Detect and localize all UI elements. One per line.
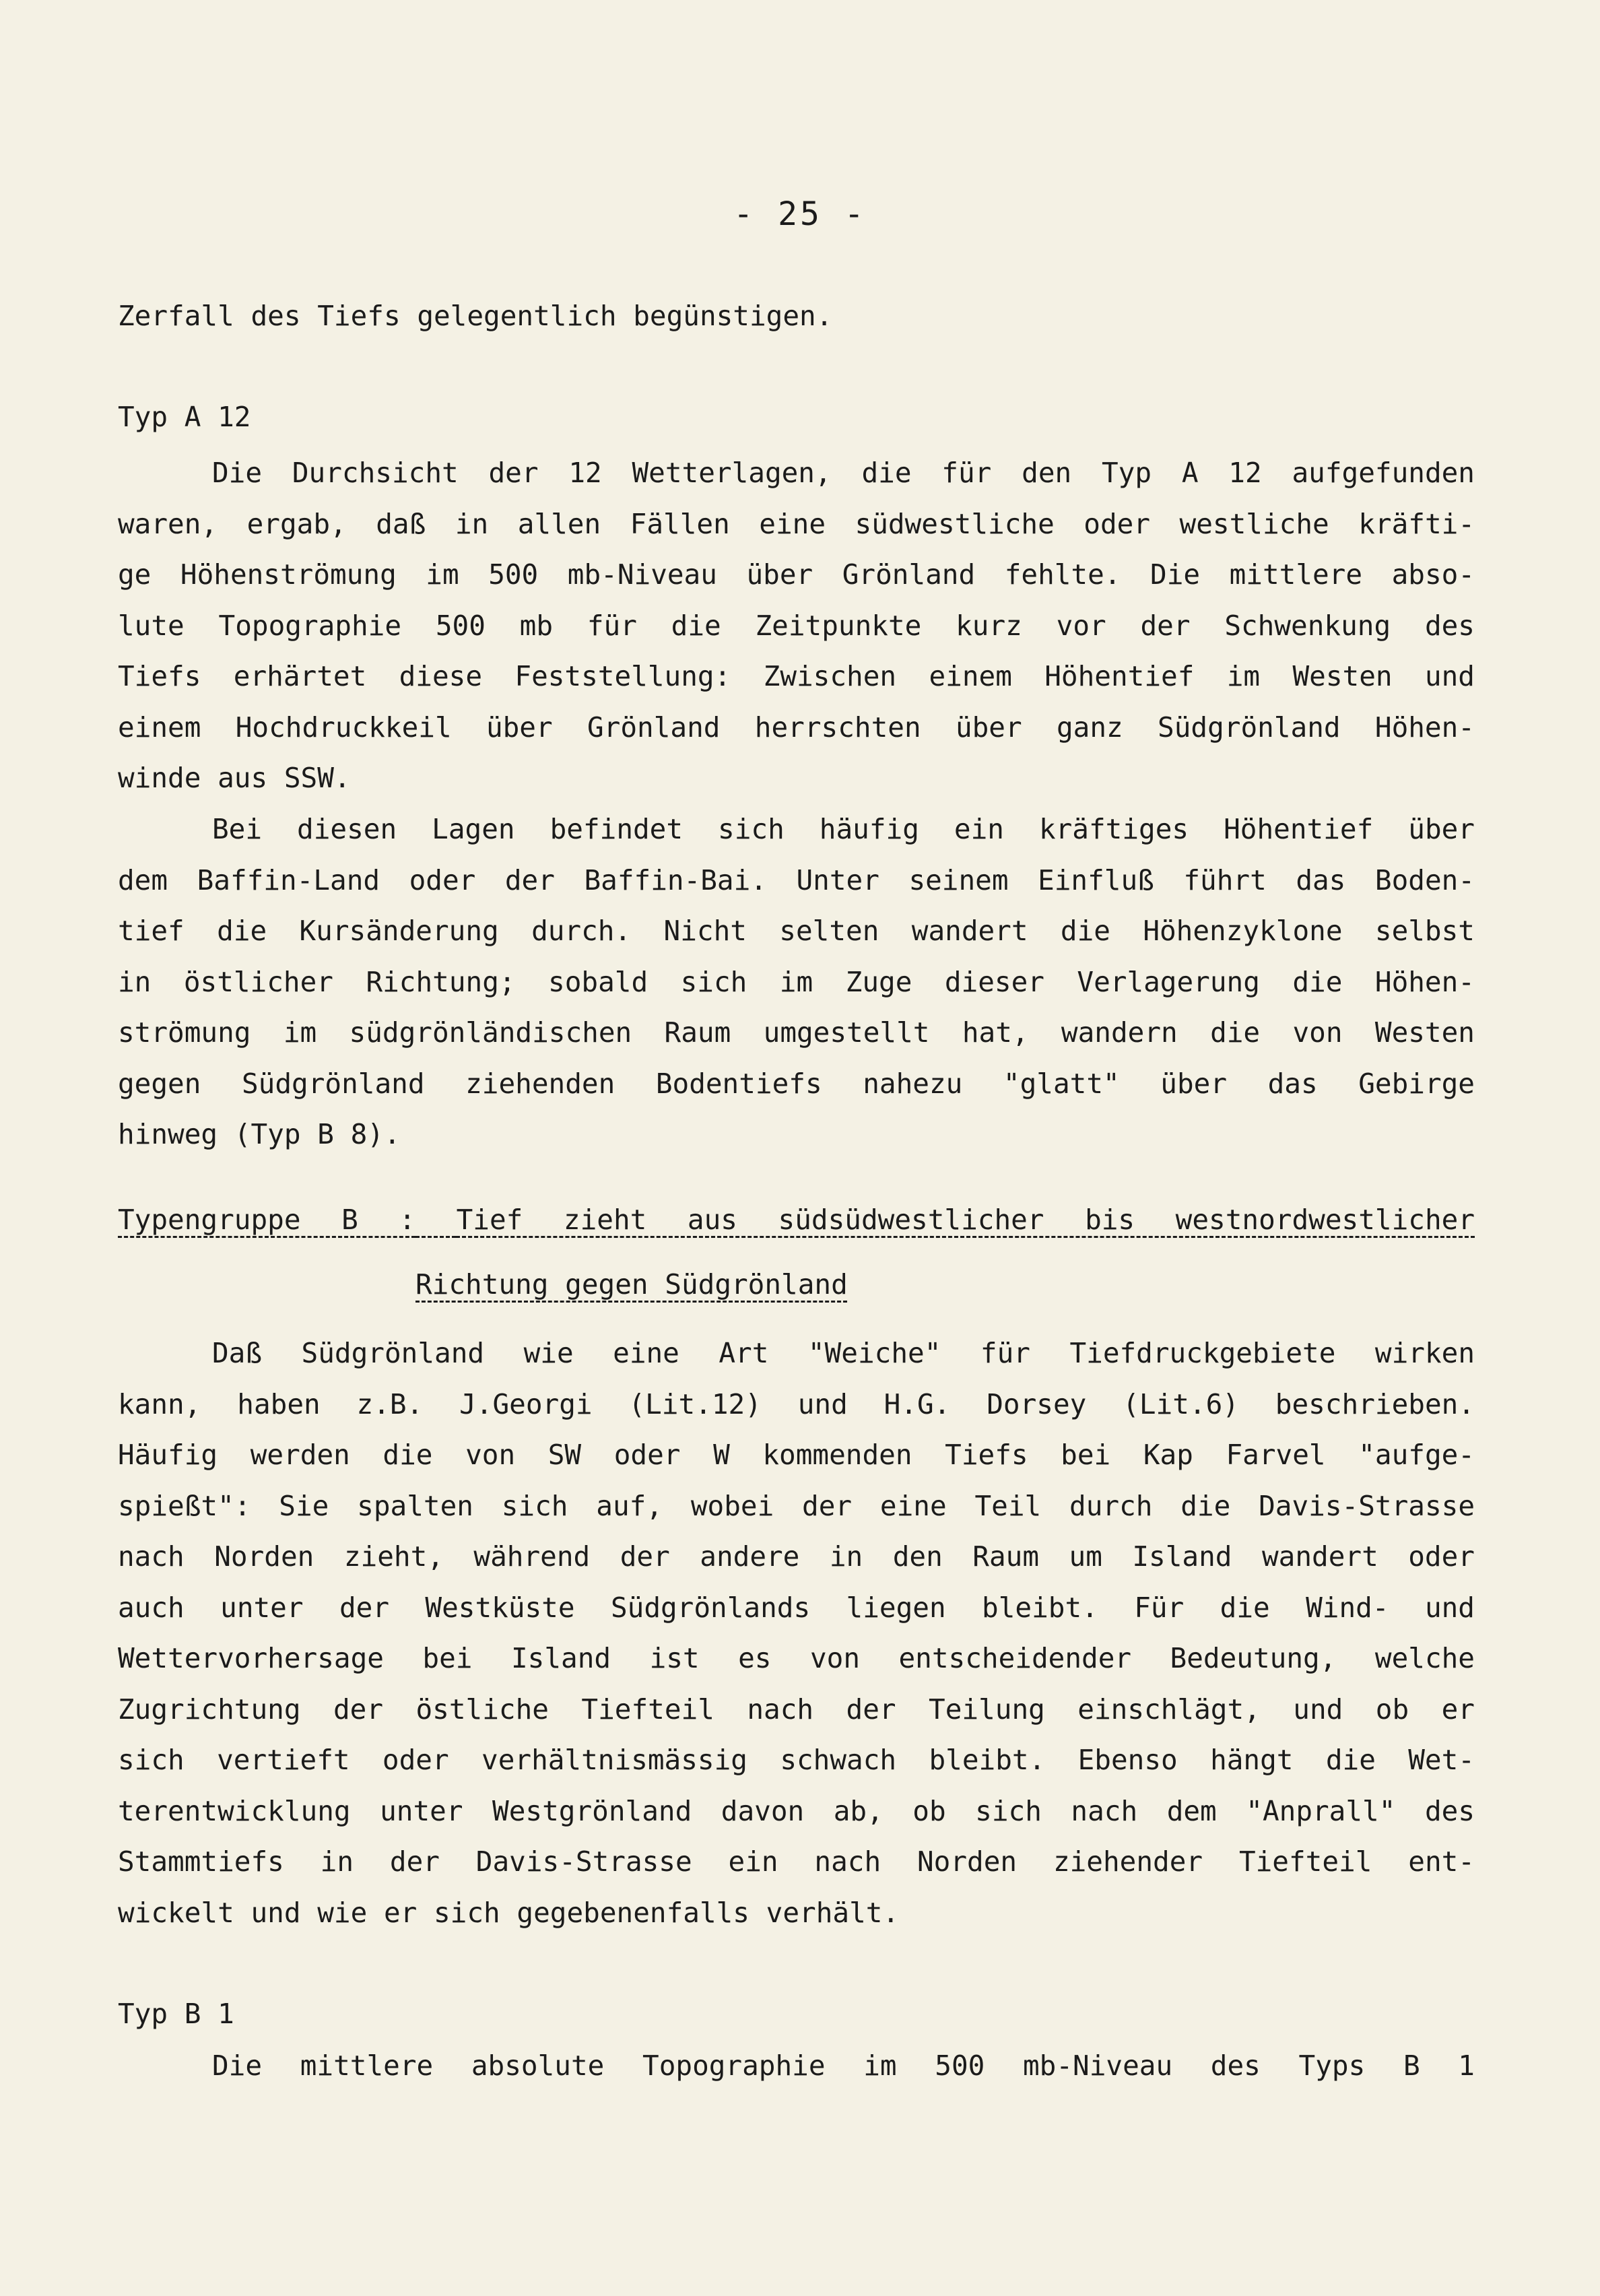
text-line: einem Hochdruckkeil über Grönland herrschten über ganz Südgrönland Höhen- (118, 711, 1475, 744)
text-line: in östlicher Richtung; sobald sich im Zuge dieser Verlagerung die Höhen- (118, 965, 1475, 998)
text-line: hinweg (Typ B 8). (118, 1118, 401, 1150)
heading-line-2: Richtung gegen Südgrönland (415, 1268, 848, 1301)
text-line: tief die Kursänderung durch. Nicht selten wandert die Höhenzyklone selbst (118, 915, 1475, 947)
text-line: winde aus SSW. (118, 762, 351, 794)
typengruppe-b-paragraph (118, 1328, 1475, 1938)
text-line: kann, haben z.B. J.Georgi (Lit.12) und H.G. Dorsey (Lit.6) beschrieben. (118, 1387, 1475, 1420)
text-line: wickelt und wie er sich gegebenenfalls verhält. (118, 1896, 900, 1929)
intro-paragraph (118, 291, 1475, 342)
text-line: Häufig werden die von SW oder W kommenden Tiefs bei Kap Farvel "aufge- (118, 1439, 1475, 1471)
text-line: terentwicklung unter Westgrönland davon ab, ob sich nach dem "Anprall" des (118, 1794, 1475, 1827)
heading-line-1 (118, 1195, 1475, 1246)
text-line: spießt": Sie spalten sich auf, wobei der eine Teil durch die Davis-Strasse (118, 1489, 1475, 1522)
section-label-typ-a12 (118, 392, 1475, 443)
text-line: Zerfall des Tiefs gelegentlich begünstigen. (118, 300, 833, 332)
text-line: lute Topographie 500 mb für die Zeitpunkte kurz vor der Schwenkung des (118, 609, 1475, 642)
text-line: Wettervorhersage bei Island ist es von entscheidender Bedeutung, welche (118, 1642, 1475, 1674)
text-line: Tiefs erhärtet diese Feststellung: Zwischen einem Höhentief im Westen und (118, 660, 1475, 692)
text-line: dem Baffin-Land oder der Baffin-Bai. Unter seinem Einfluß führt das Boden- (118, 863, 1475, 896)
text-line: nach Norden zieht, während der andere in den Raum um Island wandert oder (118, 1540, 1475, 1573)
text-line: Daß Südgrönland wie eine Art "Weiche" für Tiefdruckgebiete wirken (212, 1337, 1475, 1369)
section-label: Typ B 1 (118, 1998, 234, 2030)
typ-b1-paragraph (118, 2041, 1475, 2092)
section-heading-typengruppe-b (118, 1195, 1475, 1246)
text-line: gegen Südgrönland ziehenden Bodentiefs nahezu "glatt" über das Gebirge (118, 1067, 1475, 1100)
text-line: strömung im südgrönländischen Raum umgestellt hat, wandern die von Westen (118, 1016, 1475, 1049)
text-line: waren, ergab, daß in allen Fällen eine südwestliche oder westliche kräfti- (118, 507, 1475, 540)
text-line: Bei diesen Lagen befindet sich häufig ein kräftiges Höhentief über (212, 813, 1475, 845)
heading-label: Typengruppe B : (118, 1204, 416, 1236)
text-line: sich vertieft oder verhältnismässig schwach bleibt. Ebenso hängt die Wet- (118, 1744, 1475, 1776)
page-number: - 25 - (733, 195, 867, 233)
text-line: Die mittlere absolute Topographie im 500 mb-Niveau des Typs B 1 (212, 2049, 1475, 2082)
text-line: Die Durchsicht der 12 Wetterlagen, die für den Typ A 12 aufgefunden (212, 457, 1475, 489)
text-line: ge Höhenströmung im 500 mb-Niveau über Grönland fehlte. Die mittlere abso- (118, 558, 1475, 591)
text-line: Zugrichtung der östliche Tiefteil nach der Teilung einschlägt, und ob er (118, 1693, 1475, 1726)
section-label: Typ A 12 (118, 401, 251, 433)
text-line: Stammtiefs in der Davis-Strasse ein nach Norden ziehender Tiefteil ent- (118, 1845, 1475, 1878)
typ-a12-paragraph-1 (118, 448, 1475, 804)
text-line: auch unter der Westküste Südgrönlands liegen bleibt. Für die Wind- und (118, 1591, 1475, 1624)
section-label-typ-b1 (118, 1989, 1475, 2040)
section-heading-typengruppe-b-line-2 (415, 1259, 848, 1311)
heading-text: Tief zieht aus südsüdwestlicher bis westnordwestlicher (456, 1204, 1475, 1236)
typ-a12-paragraph-2 (118, 804, 1475, 1160)
